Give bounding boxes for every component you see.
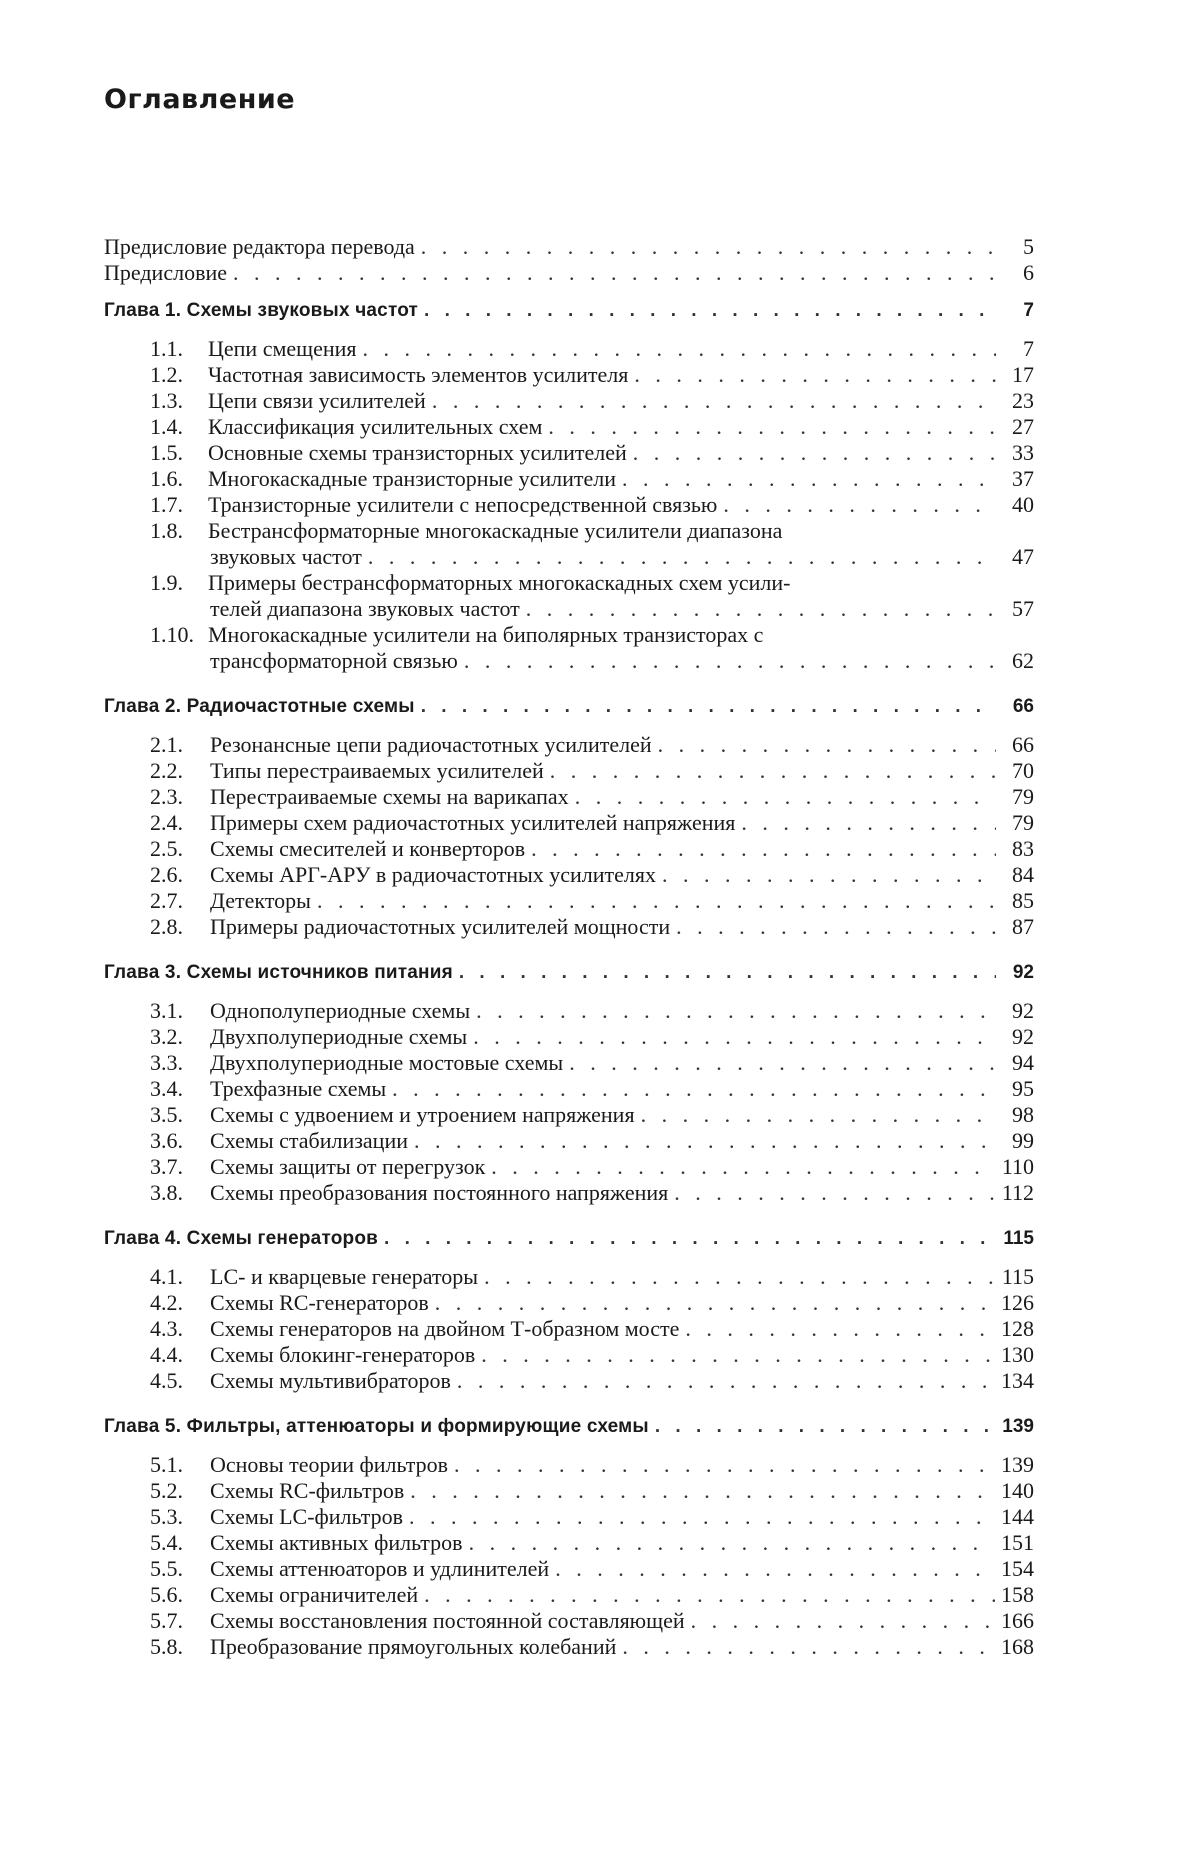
toc-entry-preface-editor [104, 234, 1034, 260]
leader-dots [457, 1368, 995, 1394]
section-page: 128 [1001, 1316, 1034, 1341]
section-page: 115 [1001, 1264, 1034, 1289]
toc-entry [104, 1180, 1034, 1206]
section-title: Двухполупериодные мостовые схемы [210, 1050, 564, 1075]
chapter-heading-2 [104, 694, 1034, 720]
section-number: 2.1. [150, 732, 183, 757]
chapter-heading-1 [104, 298, 1034, 324]
section-title: Многокаскадные усилители на биполярных транзисторах с [208, 622, 764, 647]
chapter-title: Глава 2. Радиочастотные схемы [104, 696, 415, 717]
section-number: 2.6. [150, 862, 183, 887]
section-number: 3.7. [150, 1154, 183, 1179]
chapter-page: 139 [1002, 1416, 1034, 1437]
section-number: 1.5. [150, 440, 183, 465]
section-page: 94 [1012, 1050, 1034, 1075]
section-page: 168 [1001, 1634, 1034, 1659]
section-title: Схемы защиты от перегрузок [210, 1154, 486, 1179]
section-title: LC- и кварцевые генераторы [210, 1264, 479, 1289]
section-page: 57 [1012, 596, 1034, 621]
leader-dots [685, 1316, 995, 1342]
chapter-page: 92 [1012, 962, 1034, 983]
toc-entry [104, 1504, 1034, 1530]
leader-dots [634, 362, 996, 388]
toc-entry [104, 1608, 1034, 1634]
toc-entry-title: Предисловие [104, 260, 227, 285]
leader-dots [414, 1128, 996, 1154]
toc-entry [104, 888, 1034, 914]
leader-dots [531, 836, 996, 862]
toc-entry [104, 622, 1034, 648]
toc-entry [104, 1582, 1034, 1608]
section-page: 87 [1012, 914, 1034, 939]
section-number: 1.2. [150, 362, 183, 387]
page-title: Оглавление [104, 84, 296, 115]
leader-dots [473, 1024, 996, 1050]
section-number: 4.5. [150, 1368, 183, 1393]
section-title: Схемы АРГ-АРУ в радиочастотных усилителях [210, 862, 657, 887]
toc-entry [104, 836, 1034, 862]
leader-dots [555, 1556, 995, 1582]
section-title: Цепи смещения [208, 336, 357, 361]
toc-entry [104, 1368, 1034, 1394]
chapter-title: Глава 3. Схемы источников питания [104, 962, 453, 983]
leader-dots [464, 648, 996, 674]
section-number: 1.8. [150, 518, 183, 543]
section-page: 66 [1012, 732, 1034, 757]
section-number: 5.2. [150, 1478, 183, 1503]
section-number: 2.8. [150, 914, 183, 939]
section-title: Примеры схем радиочастотных усилителей напряжения [210, 810, 736, 835]
toc-entry [104, 1076, 1034, 1102]
chapter-title: Глава 4. Схемы генераторов [104, 1228, 379, 1249]
section-number: 3.1. [150, 998, 183, 1023]
section-title: Транзисторные усилители с непосредственной связью [208, 492, 718, 517]
leader-dots [384, 1226, 996, 1252]
chapter-page: 7 [1023, 300, 1034, 321]
section-title: Схемы мультивибраторов [210, 1368, 451, 1393]
leader-dots [459, 960, 996, 986]
section-number: 2.2. [150, 758, 183, 783]
leader-dots [421, 234, 996, 260]
leader-dots [655, 1414, 996, 1440]
leader-dots [421, 694, 996, 720]
section-title: Основы теории фильтров [210, 1452, 448, 1477]
section-page: 140 [1001, 1478, 1034, 1503]
section-page: 144 [1001, 1504, 1034, 1529]
section-page: 112 [1001, 1180, 1034, 1205]
section-title: Двухполупериодные схемы [210, 1024, 468, 1049]
section-title: Схемы с удвоением и утроением напряжения [210, 1102, 635, 1127]
section-number: 4.3. [150, 1316, 183, 1341]
section-page: 62 [1012, 648, 1034, 673]
leader-dots [469, 1530, 995, 1556]
section-page: 98 [1012, 1102, 1034, 1127]
section-number: 1.4. [150, 414, 183, 439]
section-number: 3.2. [150, 1024, 183, 1049]
leader-dots [424, 298, 996, 324]
toc-entry [104, 1530, 1034, 1556]
section-title: Резонансные цепи радиочастотных усилителей [210, 732, 652, 757]
section-page: 40 [1012, 492, 1034, 517]
leader-dots [410, 1478, 995, 1504]
leader-dots [662, 862, 996, 888]
section-number: 3.3. [150, 1050, 183, 1075]
section-title-continued: трансформаторной связью [210, 648, 458, 673]
section-title: Основные схемы транзисторных усилителей [208, 440, 627, 465]
toc-entry [104, 440, 1034, 466]
toc-entry [104, 1452, 1034, 1478]
section-page: 151 [1001, 1530, 1034, 1555]
toc-entry [104, 1556, 1034, 1582]
section-title: Частотная зависимость элементов усилителя [208, 362, 629, 387]
section-page: 47 [1012, 544, 1034, 569]
section-page: 27 [1012, 414, 1034, 439]
section-number: 1.1. [150, 336, 183, 361]
section-title: Классификация усилительных схем [208, 414, 543, 439]
section-title: Схемы аттенюаторов и удлинителей [210, 1556, 550, 1581]
leader-dots [548, 414, 996, 440]
leader-dots [622, 1634, 995, 1660]
section-title: Преобразование прямоугольных колебаний [210, 1634, 617, 1659]
section-page: 126 [1001, 1290, 1034, 1315]
leader-dots [622, 466, 996, 492]
section-number: 5.1. [150, 1452, 183, 1477]
leader-dots [569, 1050, 996, 1076]
section-title: Типы перестраиваемых усилителей [210, 758, 544, 783]
section-page: 37 [1012, 466, 1034, 491]
section-page: 92 [1012, 1024, 1034, 1049]
section-page: 7 [1023, 336, 1034, 361]
section-page: 110 [1001, 1154, 1034, 1179]
toc-entry-continuation [104, 544, 1034, 570]
toc-entry [104, 758, 1034, 784]
section-title: Схемы смесителей и конверторов [210, 836, 526, 861]
section-page: 158 [1001, 1582, 1034, 1607]
section-title: Бестрансформаторные многокаскадные усилители диапазона [208, 518, 783, 543]
section-title: Трехфазные схемы [210, 1076, 387, 1101]
leader-dots [481, 1342, 995, 1368]
leader-dots [432, 388, 996, 414]
section-number: 5.6. [150, 1582, 183, 1607]
section-number: 1.7. [150, 492, 183, 517]
toc-entry [104, 414, 1034, 440]
section-page: 95 [1012, 1076, 1034, 1101]
toc-entry [104, 1024, 1034, 1050]
section-title: Схемы LC-фильтров [210, 1504, 404, 1529]
toc-entry [104, 492, 1034, 518]
leader-dots [641, 1102, 996, 1128]
section-page: 79 [1012, 810, 1034, 835]
leader-dots [741, 810, 996, 836]
section-number: 5.3. [150, 1504, 183, 1529]
toc-entry [104, 466, 1034, 492]
chapter-page: 115 [1003, 1228, 1034, 1249]
leader-dots [363, 336, 996, 362]
toc-entry-title: Предисловие редактора перевода [104, 234, 415, 259]
toc-entry [104, 1050, 1034, 1076]
section-title: Схемы активных фильтров [210, 1530, 463, 1555]
section-number: 3.8. [150, 1180, 183, 1205]
leader-dots [526, 596, 996, 622]
section-number: 5.8. [150, 1634, 183, 1659]
toc-entry-preface [104, 260, 1034, 286]
leader-dots [676, 914, 996, 940]
section-number: 4.4. [150, 1342, 183, 1367]
section-number: 1.6. [150, 466, 183, 491]
section-number: 2.5. [150, 836, 183, 861]
section-title: Схемы RC-фильтров [210, 1478, 405, 1503]
toc-entry [104, 336, 1034, 362]
section-page: 92 [1012, 998, 1034, 1023]
toc-entry-page: 5 [1023, 234, 1034, 259]
leader-dots [575, 784, 996, 810]
section-page: 154 [1001, 1556, 1034, 1581]
table-of-contents [104, 234, 1034, 1660]
section-title: Однополупериодные схемы [210, 998, 471, 1023]
leader-dots [368, 544, 996, 570]
chapter-heading-4 [104, 1226, 1034, 1252]
toc-entry [104, 998, 1034, 1024]
leader-dots [658, 732, 996, 758]
toc-entry-page: 6 [1023, 260, 1034, 285]
toc-entry [104, 862, 1034, 888]
section-page: 85 [1012, 888, 1034, 913]
section-page: 134 [1001, 1368, 1034, 1393]
leader-dots [550, 758, 996, 784]
toc-entry-continuation [104, 648, 1034, 674]
toc-entry-continuation [104, 596, 1034, 622]
section-title: Примеры бестрансформаторных многокаскадных схем усили- [208, 570, 791, 595]
section-page: 84 [1012, 862, 1034, 887]
section-title: Схемы блокинг-генераторов [210, 1342, 476, 1367]
section-number: 1.10. [150, 622, 194, 647]
chapter-title: Глава 1. Схемы звуковых частот [104, 300, 419, 321]
chapter-heading-5 [104, 1414, 1034, 1440]
toc-entry [104, 1102, 1034, 1128]
section-title: Схемы восстановления постоянной составляющей [210, 1608, 685, 1633]
toc-entry [104, 810, 1034, 836]
section-number: 1.3. [150, 388, 183, 413]
leader-dots [435, 1290, 995, 1316]
leader-dots [392, 1076, 996, 1102]
section-title: Схемы RC-генераторов [210, 1290, 429, 1315]
section-page: 23 [1012, 388, 1034, 413]
section-page: 166 [1001, 1608, 1034, 1633]
section-page: 139 [1001, 1452, 1034, 1477]
toc-entry [104, 1634, 1034, 1660]
section-title: Схемы преобразования постоянного напряжения [210, 1180, 669, 1205]
section-number: 2.4. [150, 810, 183, 835]
leader-dots [723, 492, 996, 518]
section-number: 3.4. [150, 1076, 183, 1101]
leader-dots [317, 888, 996, 914]
leader-dots [633, 440, 996, 466]
toc-entry [104, 914, 1034, 940]
section-number: 2.3. [150, 784, 183, 809]
section-title-continued: телей диапазона звуковых частот [210, 596, 520, 621]
toc-entry [104, 1316, 1034, 1342]
section-number: 4.2. [150, 1290, 183, 1315]
section-number: 3.5. [150, 1102, 183, 1127]
section-page: 17 [1012, 362, 1034, 387]
chapter-title: Глава 5. Фильтры, аттенюаторы и формирующие схемы [104, 1416, 649, 1437]
toc-entry [104, 784, 1034, 810]
section-number: 4.1. [150, 1264, 183, 1289]
section-title-continued: звуковых частот [210, 544, 362, 569]
chapter-page: 66 [1012, 696, 1034, 717]
section-title: Цепи связи усилителей [208, 388, 426, 413]
toc-entry [104, 570, 1034, 596]
section-number: 3.6. [150, 1128, 183, 1153]
toc-entry [104, 1154, 1034, 1180]
section-title: Примеры радиочастотных усилителей мощности [210, 914, 671, 939]
leader-dots [233, 260, 996, 286]
toc-entry [104, 1290, 1034, 1316]
section-title: Многокаскадные транзисторные усилители [208, 466, 617, 491]
section-page: 70 [1012, 758, 1034, 783]
section-number: 5.5. [150, 1556, 183, 1581]
leader-dots [491, 1154, 996, 1180]
section-title: Схемы генераторов на двойном Т-образном мосте [210, 1316, 680, 1341]
toc-entry [104, 1342, 1034, 1368]
section-page: 83 [1012, 836, 1034, 861]
section-title: Схемы ограничителей [210, 1582, 419, 1607]
leader-dots [691, 1608, 995, 1634]
leader-dots [409, 1504, 995, 1530]
toc-entry [104, 732, 1034, 758]
leader-dots [424, 1582, 995, 1608]
section-title: Схемы стабилизации [210, 1128, 408, 1153]
section-title: Перестраиваемые схемы на варикапах [210, 784, 569, 809]
section-page: 130 [1001, 1342, 1034, 1367]
section-page: 99 [1012, 1128, 1034, 1153]
toc-entry [104, 518, 1034, 544]
section-number: 5.7. [150, 1608, 183, 1633]
leader-dots [674, 1180, 996, 1206]
section-number: 1.9. [150, 570, 183, 595]
chapter-heading-3 [104, 960, 1034, 986]
section-number: 5.4. [150, 1530, 183, 1555]
leader-dots [476, 998, 996, 1024]
section-page: 79 [1012, 784, 1034, 809]
section-number: 2.7. [150, 888, 183, 913]
leader-dots [484, 1264, 996, 1290]
toc-entry [104, 1128, 1034, 1154]
toc-entry [104, 1264, 1034, 1290]
toc-entry [104, 362, 1034, 388]
leader-dots [454, 1452, 995, 1478]
toc-entry [104, 388, 1034, 414]
section-title: Детекторы [210, 888, 311, 913]
section-page: 33 [1012, 440, 1034, 465]
toc-entry [104, 1478, 1034, 1504]
